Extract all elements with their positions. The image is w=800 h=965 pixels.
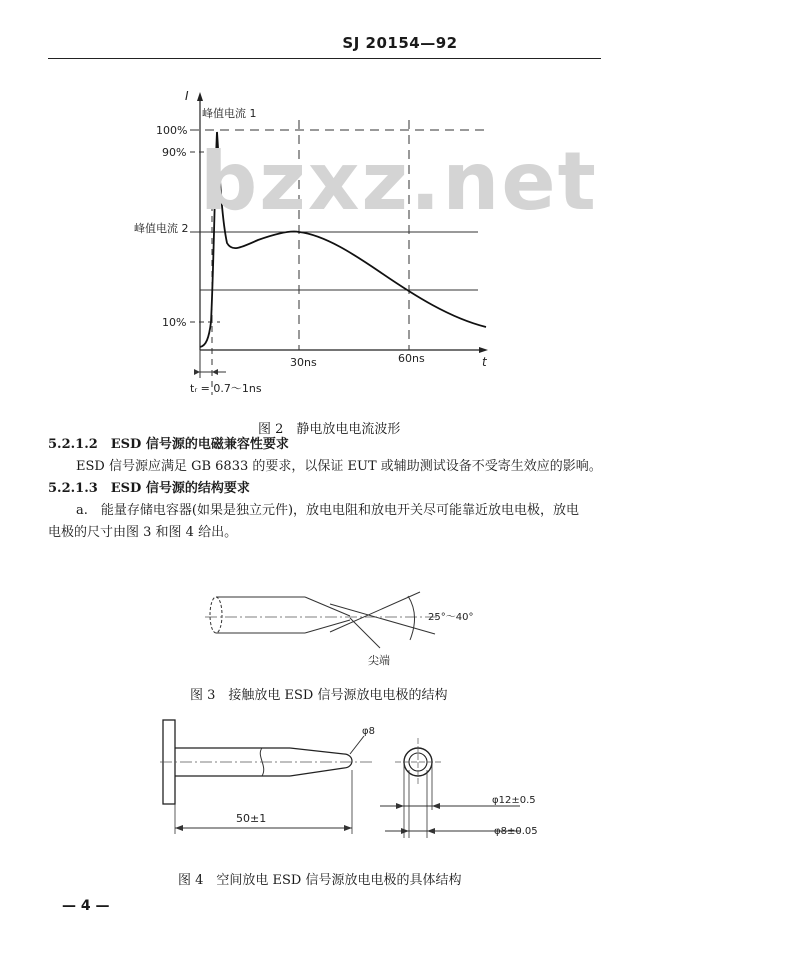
label-length: 50±1: [236, 812, 267, 825]
watermark: bzxz.net: [200, 135, 598, 228]
tip-pointer: [350, 618, 380, 648]
taper-bottom: [290, 768, 344, 776]
length-arrow-right: [344, 825, 352, 831]
electrode-end-ellipse: [210, 597, 222, 633]
x-axis-label: t: [482, 355, 487, 369]
phi12-arrow-right: [432, 803, 440, 809]
phi8-arrow-right: [427, 828, 435, 834]
neck-top: [305, 597, 350, 616]
section-5212-body: ESD 信号源应满足 GB 6833 的要求，以保证 EUT 或辅助测试设备不受寄生效应的影响。: [76, 459, 602, 474]
label-phi12: φ12±0.5: [492, 795, 536, 806]
section-5213-item-a-line2: 电极的尺寸由图 3 和图 4 给出。: [48, 525, 238, 540]
phi8-leader: [350, 736, 364, 754]
label-tip: 尖端: [368, 654, 390, 667]
label-phi8: φ8: [362, 726, 375, 737]
phi8-arrow-left: [401, 828, 409, 834]
label-rise-time: tᵣ = 0.7～1ns: [190, 382, 262, 395]
figure-4-electrode: [0, 710, 800, 850]
ball-tip: [344, 754, 352, 768]
figure-3-caption: 图 3 接触放电 ESD 信号源放电电极的结构: [190, 688, 448, 703]
angle-arc: [408, 596, 415, 640]
label-phi8-tol: φ8±0.05: [494, 826, 538, 837]
length-arrow-left: [175, 825, 183, 831]
document-code-header: SJ 20154—92: [342, 34, 458, 52]
phi12-arrow-left: [396, 803, 404, 809]
figure-4-caption: 图 4 空间放电 ESD 信号源放电电极的具体结构: [178, 873, 462, 888]
rise-dim-arrow-left: [194, 369, 200, 375]
tick-60ns: 60ns: [398, 352, 425, 365]
y-axis-label: I: [185, 89, 189, 103]
taper-top: [290, 748, 344, 754]
label-peak2: 峰值电流 2: [134, 222, 189, 235]
label-90pct: 90%: [162, 146, 187, 159]
figure-2-caption: 图 2 静电放电电流波形: [258, 422, 401, 437]
section-5212-heading: 5.2.1.2 ESD 信号源的电磁兼容性要求: [48, 437, 289, 452]
label-angle: 25°～40°: [428, 612, 474, 623]
section-5213-heading: 5.2.1.3 ESD 信号源的结构要求: [48, 481, 250, 496]
rise-dim-arrow-right: [212, 369, 218, 375]
figure-3-electrode: [0, 570, 800, 680]
tick-30ns: 30ns: [290, 356, 317, 369]
page-number: — 4 —: [62, 898, 110, 914]
section-5213-item-a-line1: a. 能量存储电容器(如果是独立元件)，放电电阻和放电开关尽可能靠近放电电极，放电: [76, 503, 580, 518]
y-axis-arrow: [197, 92, 203, 101]
label-peak1: 峰值电流 1: [202, 107, 257, 120]
label-100pct: 100%: [156, 124, 188, 137]
label-10pct: 10%: [162, 316, 187, 329]
x-axis-arrow: [479, 347, 488, 353]
